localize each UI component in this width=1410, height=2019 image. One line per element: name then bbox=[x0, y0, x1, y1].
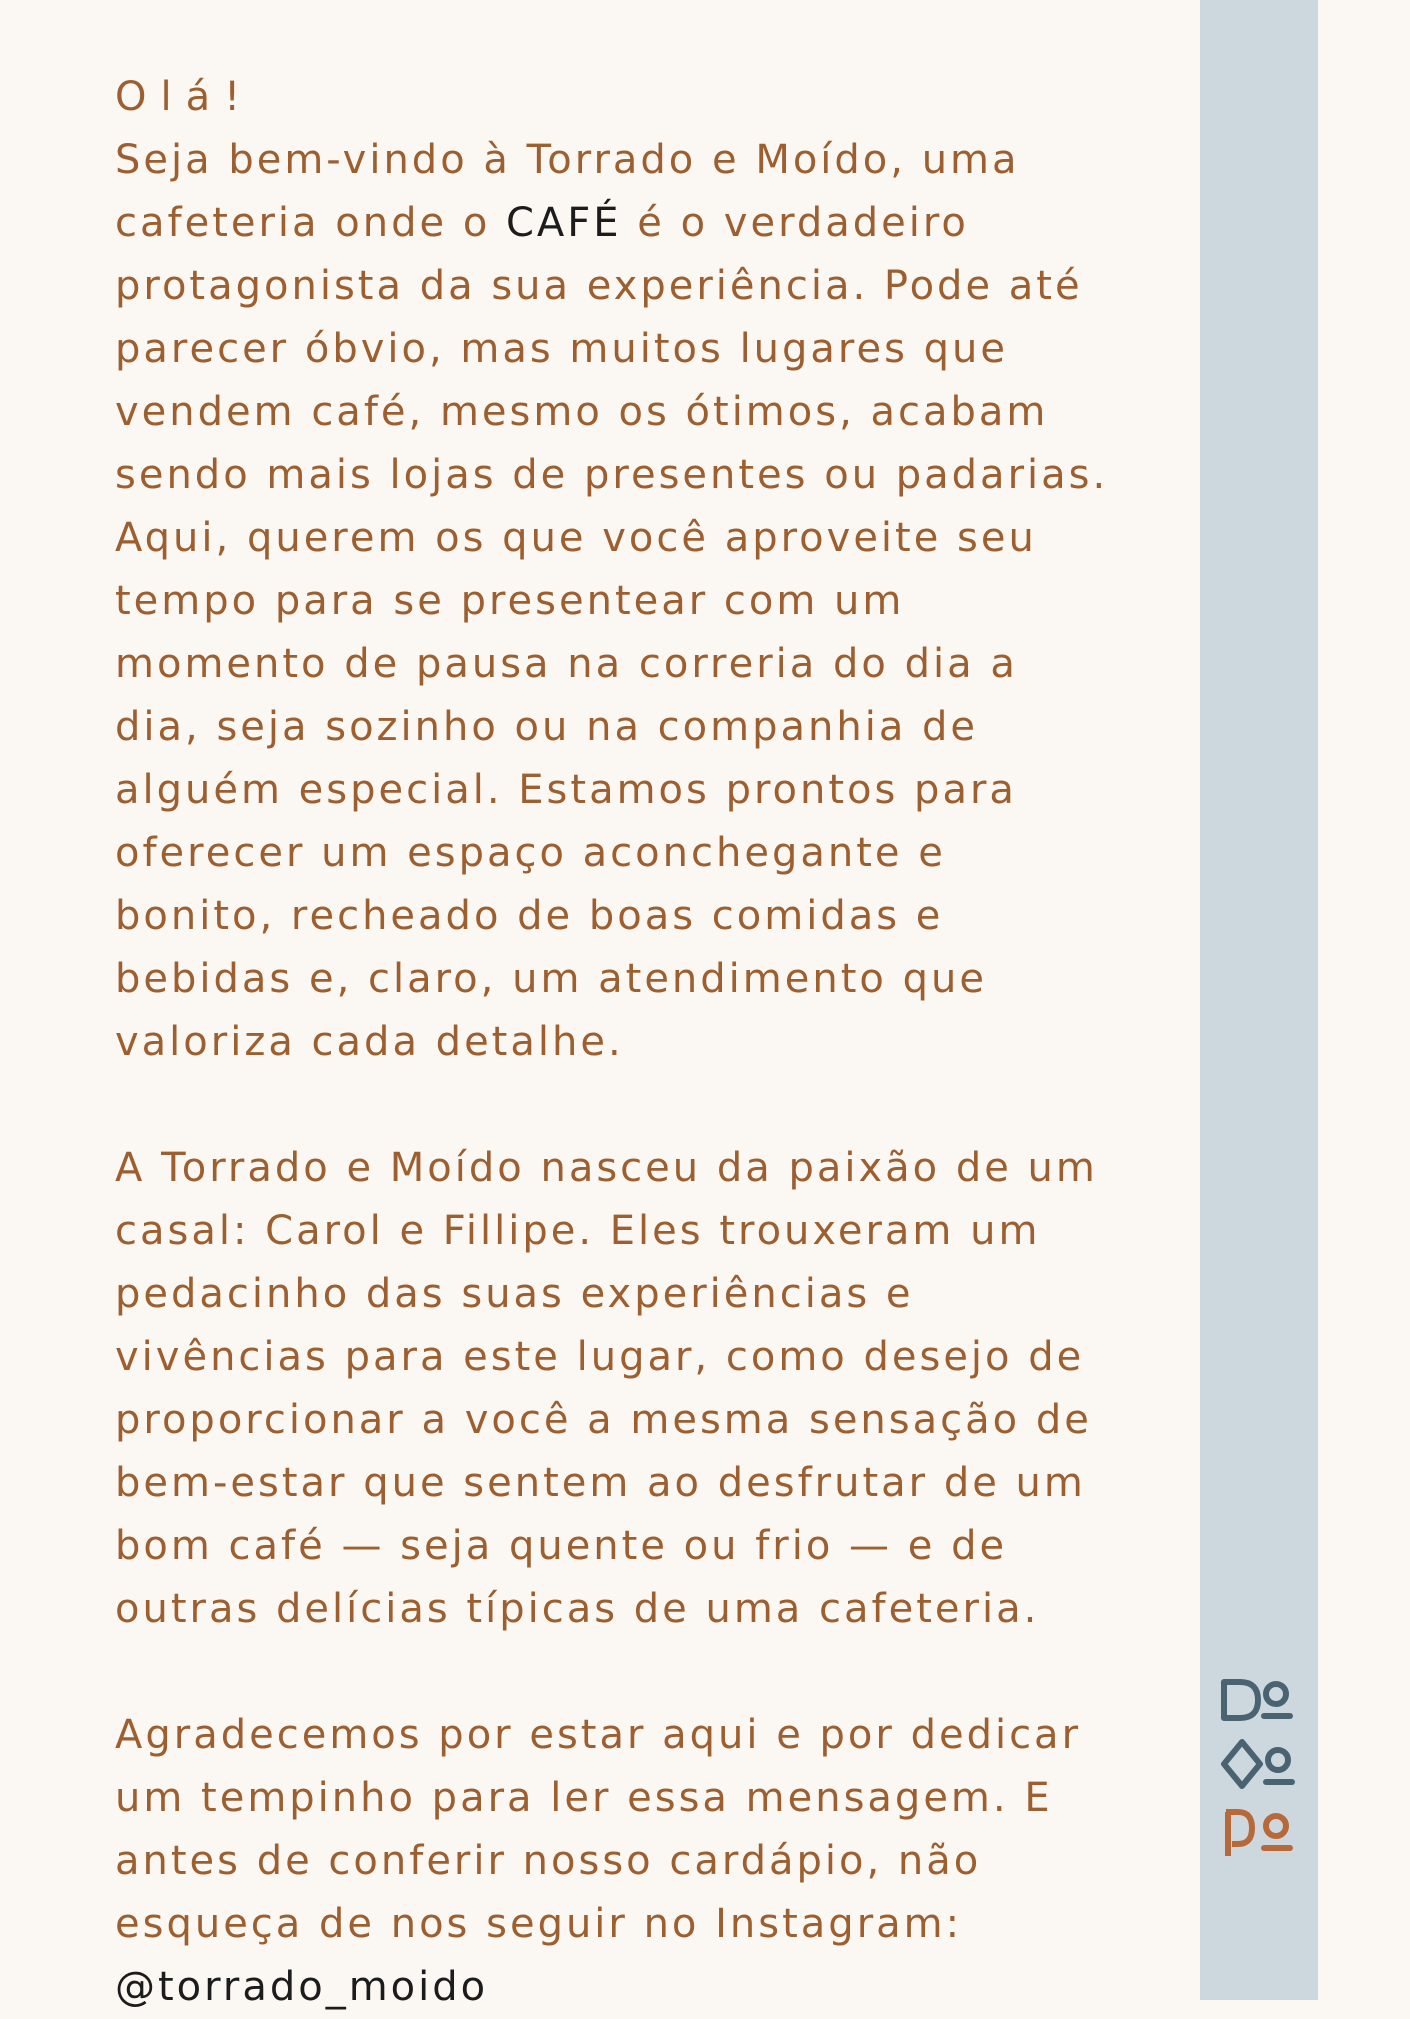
intro-paragraph bbox=[115, 129, 1124, 1074]
welcome-message bbox=[115, 66, 1124, 2019]
thanks-paragraph: Agradecemos por estar aqui e por dedicar um tempinho para ler essa mensagem. E antes de conferir nosso cardápio, não esqueça de nos seguir no Instagram: bbox=[115, 1712, 1097, 1947]
greeting: Olá! bbox=[115, 74, 255, 120]
intro-text-start: Seja bem-vindo à Torrado e Moído, uma cafeteria onde o bbox=[115, 137, 1036, 246]
story-paragraph: A Torrado e Moído nasceu da paixão de um casal: Carol e Fillipe. Eles trouxeram um pedacinho das suas experiências e vivências para este lugar, como desejo de proporcionar a você a mesma sensação de bem-estar que sentem ao desfrutar de um bom café — seja quente ou frio — e de outras delícias típicas de uma cafeteria. bbox=[115, 1145, 1114, 1632]
instagram-handle[interactable]: @torrado_moido bbox=[115, 1964, 489, 2010]
bean-grinder-icon bbox=[1218, 1672, 1298, 1728]
coffee-drop-icon bbox=[1218, 1736, 1298, 1796]
logo-stack bbox=[1218, 1672, 1298, 1872]
coffee-cup-icon bbox=[1218, 1804, 1298, 1864]
intro-text-end: é o verdadeiro protagonista da sua experiência. Pode até parecer óbvio, mas muitos lugares que vendem café, mesmo os ótimos, acabam sendo mais lojas de presentes ou padarias. Aqui, querem os que você aproveite seu tempo para se presentear com um momento de pausa na correria do dia a dia, seja sozinho ou na companhia de alguém especial. Estamos prontos para oferecer um espaço aconchegante e bonito, recheado de boas comidas e bebidas e, claro, um atendimento que valoriza cada detalhe. bbox=[115, 200, 1124, 1065]
paragraph-gap bbox=[115, 1641, 1115, 1704]
cafe-highlight: CAFÉ bbox=[506, 200, 622, 246]
paragraph-gap bbox=[115, 1074, 1115, 1137]
